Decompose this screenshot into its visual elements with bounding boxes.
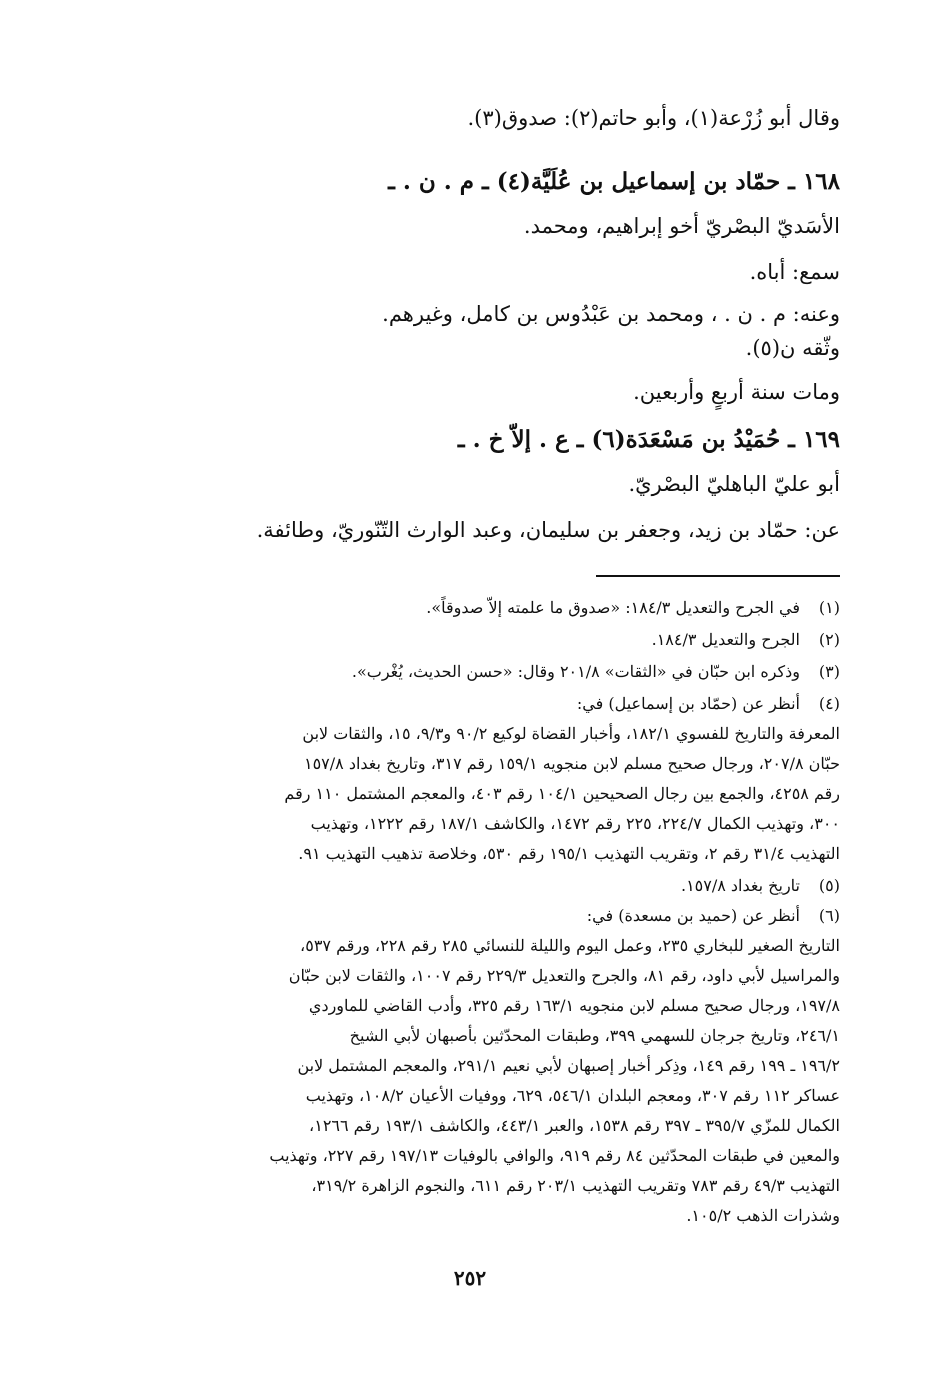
footnote-number: (١) [818, 598, 840, 617]
footnote-number: (٢) [818, 630, 840, 649]
page-number: ٢٥٢ [453, 1266, 487, 1290]
footnote-text: أنظر عن (حمّاد بن إسماعيل) في: [576, 694, 800, 713]
entry-heading-168: ١٦٨ ـ حمّاد بن إسماعيل بن عُلَيَّة(٤) ـ م . ن . ـ [388, 168, 840, 195]
footnote-number: (٥) [818, 876, 840, 895]
footnote-line: عساكر ١١٢ رقم ٣٠٧، ومعجم البلدان ٥٤٦/١، ٦٢٩، ووفيات الأعيان ١٠٨/٢، وتهذيب [305, 1086, 840, 1105]
footnote-line: والمعين في طبقات المحدّثين ٨٤ رقم ٩١٩، والوافي بالوفيات ١٩٧/١٣ رقم ٢٢٧، وتهذيب [269, 1146, 840, 1165]
footnote-number: (٣) [818, 662, 840, 681]
footnote-number: (٤) [818, 694, 840, 713]
footnote-text: تاريخ بغداد ١٥٧/٨. [680, 876, 800, 895]
footnote-line: التهذيب ٣١/٤ رقم ٢، وتقريب التهذيب ١٩٥/١ رقم ٥٣٠، وخلاصة تذهيب التهذيب ٩١. [298, 844, 840, 863]
text-line: الأسَديّ البصْريّ أخو إبراهيم، ومحمد. [523, 214, 840, 238]
footnote-line: ١٩٦/٢ ـ ١٩٩ رقم ١٤٩، وذِكر أخبار إصبهان لأبي نعيم ٢٩١/١، والمعجم المشتمل لابن [297, 1056, 840, 1075]
footnote-line: وشذرات الذهب ١٠٥/٢. [686, 1206, 840, 1225]
footnote-line: التاريخ الصغير للبخاري ٢٣٥، وعمل اليوم والليلة للنسائي ٢٨٥ رقم ٢٢٨، ورقم ٥٣٧، [300, 936, 840, 955]
footnote-separator [596, 575, 840, 577]
text-line: سمع: أباه. [749, 260, 840, 284]
footnote-line: حبّان ٢٠٧/٨، ورجال صحيح مسلم لابن منجويه ١٥٩/١ رقم ٣١٧، وتاريخ بغداد ١٥٧/٨ [303, 754, 840, 773]
text-line: وعنه: م . ن . ، ومحمد بن عَبْدُوس بن كامل، وغيرهم. [382, 302, 840, 326]
footnote-text: في الجرح والتعديل ١٨٤/٣: «صدوق ما علمته إلاّ صدوقاً». [426, 598, 800, 617]
footnote-line: ١٩٧/٨، ورجال صحيح مسلم لابن منجويه ١٦٣/١ رقم ٣٢٥، وأدب القاضي للماوردي [308, 996, 840, 1015]
text-line: عن: حمّاد بن زيد، وجعفر بن سليمان، وعبد الوارث التّنّوريّ، وطائفة. [256, 518, 840, 542]
footnote-line: الكمال للمزّي ٣٩٥/٧ ـ ٣٩٧ رقم ١٥٣٨، والعبر ٤٤٣/١، والكاشف ١٩٣/١ رقم ١٢٦٦، [309, 1116, 840, 1135]
footnote-text: الجرح والتعديل ١٨٤/٣. [651, 630, 800, 649]
footnote-line: ٣٠٠، وتهذيب الكمال ٢٢٤/٧، ٢٢٥ رقم ١٤٧٢، والكاشف ١٨٧/١ رقم ١٢٢٢، وتهذيب [310, 814, 840, 833]
footnote-text: أنظر عن (حميد بن مسعدة) في: [586, 906, 800, 925]
text-line: وقال أبو زُرْعة(١)، وأبو حاتم(٢): صدوق(٣). [467, 106, 840, 130]
footnote-line: ٢٤٦/١، وتاريخ جرجان للسهمي ٣٩٩، وطبقات المحدّثين بأصبهان لأبي الشيخ [349, 1026, 840, 1045]
footnote-line: التهذيب ٤٩/٣ رقم ٧٨٣ وتقريب التهذيب ٢٠٣/١ رقم ٦١١، والنجوم الزاهرة ٣١٩/٢، [311, 1176, 840, 1195]
entry-heading-169: ١٦٩ ـ حُمَيْدُ بن مَسْعَدَة(٦) ـ ع . إلاّ خ . ـ [457, 426, 840, 453]
text-line: ومات سنة أربعٍ وأربعين. [633, 380, 840, 404]
text-line: وثّقه ن(٥). [745, 336, 840, 360]
footnote-number: (٦) [818, 906, 840, 925]
footnote-line: والمراسيل لأبي داود، رقم ٨١، والجرح والتعديل ٢٢٩/٣ رقم ١٠٠٧، والثقات لابن حبّان [288, 966, 840, 985]
footnote-text: وذكره ابن حبّان في «الثقات» ٢٠١/٨ وقال: «حسن الحديث، يُغْرب». [351, 662, 800, 681]
footnote-line: رقم ٤٢٥٨، والجمع بين رجال الصحيحين ١٠٤/١ رقم ٤٠٣، والمعجم المشتمل ١١٠ رقم [284, 784, 840, 803]
footnote-line: المعرفة والتاريخ للفسوي ١٨٢/١، وأخبار القضاة لوكيع ٩٠/٢ و٩/٣، ١٥، والثقات لابن [302, 724, 840, 743]
text-line: أبو عليّ الباهليّ البصْريّ. [628, 472, 840, 496]
